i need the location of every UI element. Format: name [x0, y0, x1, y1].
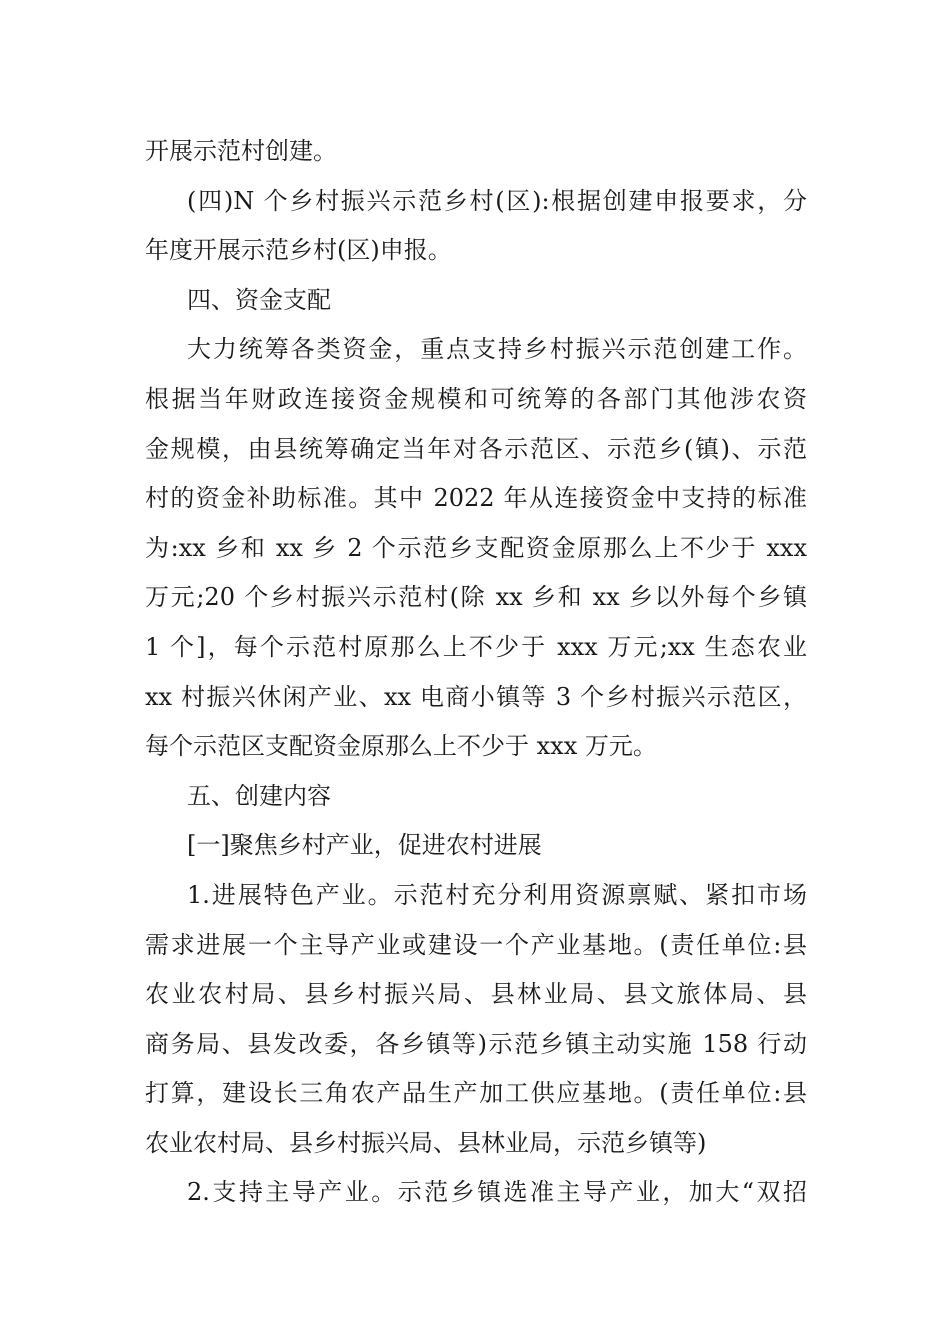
- text-line: 每个示范区支配资金原那么上不少于 xxx 万元。: [145, 732, 657, 761]
- text-line: 为:xx 乡和 xx 乡 2 个示范乡支配资金原那么上不少于 xxx: [145, 533, 807, 562]
- text-line: 1.进展特色产业。示范村充分利用资源禀赋、紧扣市场: [187, 880, 807, 909]
- text-line: 需求进展一个主导产业或建设一个产业基地。(责任单位:县: [145, 930, 807, 959]
- text-line: 1 个]，每个示范村原那么上不少于 xxx 万元;xx 生态农业: [145, 632, 807, 661]
- subsection-heading: [一]聚焦乡村产业，促进农村进展: [187, 831, 542, 860]
- section-heading: 四、资金支配: [187, 285, 331, 314]
- section-heading: 五、创建内容: [187, 781, 331, 810]
- text-line: 农业农村局、县乡村振兴局、县林业局，示范乡镇等): [145, 1128, 707, 1157]
- text-line: 万元;20 个乡村振兴示范村(除 xx 乡和 xx 乡以外每个乡镇: [145, 583, 807, 612]
- text-line: 村的资金补助标准。其中 2022 年从连接资金中支持的标准: [145, 484, 807, 513]
- document-page: [145, 127, 807, 1218]
- text-line: 开展示范村创建。: [145, 137, 337, 165]
- text-line: 打算，建设长三角农产品生产加工供应基地。(责任单位:县: [145, 1079, 807, 1108]
- text-line: 年度开展示范乡村(区)申报。: [145, 236, 452, 265]
- text-line: 金规模，由县统筹确定当年对各示范区、示范乡(镇)、示范: [145, 434, 807, 463]
- text-line: (四)N 个乡村振兴示范乡村(区):根据创建申报要求，分: [187, 186, 807, 215]
- text-line: 根据当年财政连接资金规模和可统筹的各部门其他涉农资: [145, 384, 807, 413]
- text-line: 大力统筹各类资金，重点支持乡村振兴示范创建工作。: [187, 335, 807, 364]
- text-line: 农业农村局、县乡村振兴局、县林业局、县文旅体局、县: [145, 980, 807, 1009]
- text-line: 2.支持主导产业。示范乡镇选准主导产业，加大“双招: [187, 1178, 807, 1207]
- text-line: xx 村振兴休闲产业、xx 电商小镇等 3 个乡村振兴示范区，: [145, 682, 807, 711]
- text-line: 商务局、县发改委，各乡镇等)示范乡镇主动实施 158 行动: [145, 1029, 807, 1058]
